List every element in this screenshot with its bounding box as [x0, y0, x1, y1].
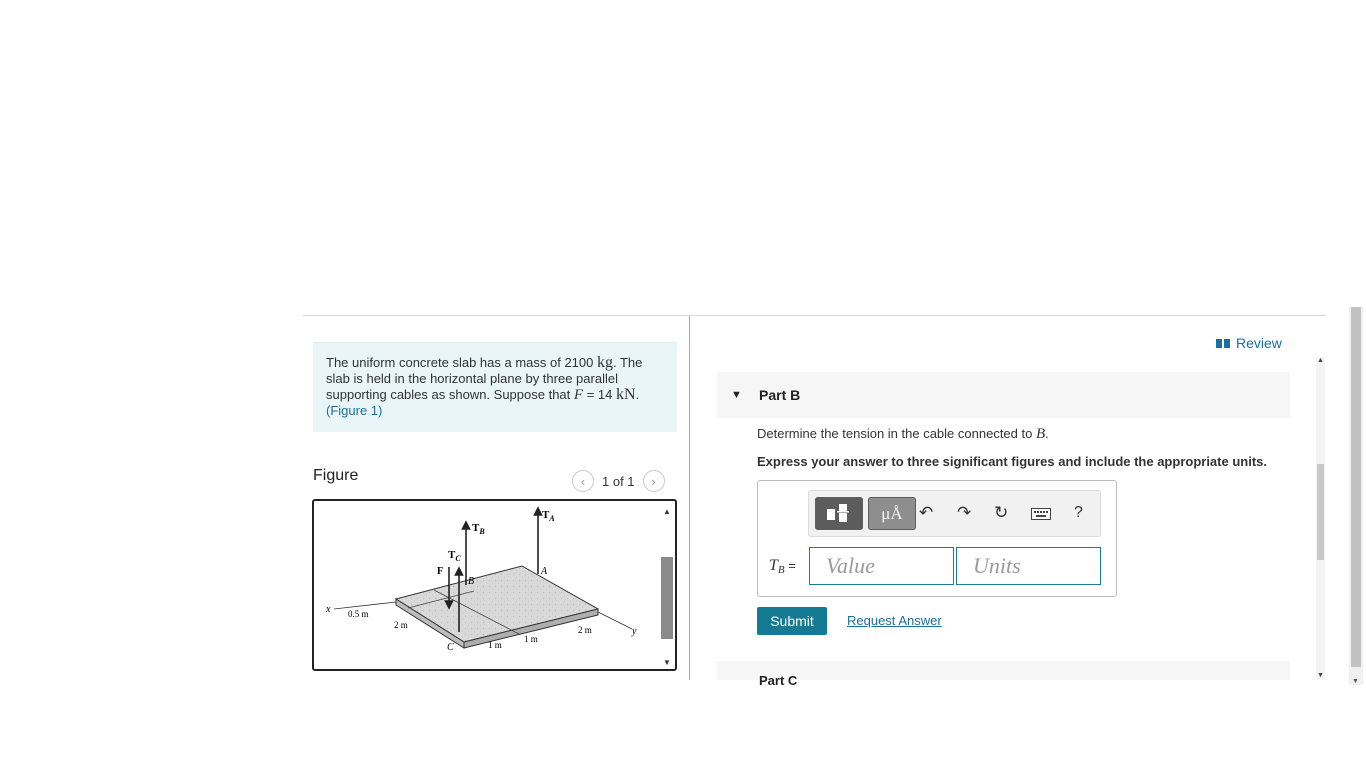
dim-1m-b: 1 m [524, 634, 538, 644]
force-unit: kN [616, 386, 636, 403]
scroll-up-icon[interactable]: ▲ [1317, 357, 1324, 364]
templates-icon[interactable] [815, 497, 863, 530]
figure-link[interactable]: (Figure 1) [326, 403, 383, 418]
figure-scroll-thumb[interactable] [661, 557, 673, 639]
problem-statement [313, 342, 677, 432]
figure-title: Figure [313, 467, 359, 484]
book-icon [1216, 338, 1230, 349]
help-icon[interactable]: ? [1074, 504, 1083, 521]
pager-text: 1 of 1 [602, 473, 635, 489]
part-c-header[interactable] [717, 661, 1290, 688]
pane-divider[interactable] [689, 316, 690, 680]
right-pane-scrollbar[interactable] [1316, 357, 1325, 679]
chevron-right-icon[interactable]: › [643, 470, 665, 492]
page-scroll-thumb[interactable] [1351, 307, 1361, 667]
slab-diagram [314, 501, 659, 669]
dim-05m: 0.5 m [348, 609, 369, 619]
dim-2m-right: 2 m [578, 625, 592, 635]
scroll-up-icon[interactable]: ▲ [663, 507, 671, 516]
f-label: F [437, 566, 444, 577]
question-text: Determine the tension in the cable connected to [757, 426, 1033, 441]
figure-scrollbar[interactable] [661, 503, 673, 667]
answer-label: $T_B$ = [769, 557, 796, 576]
problem-text-4: . [635, 387, 640, 402]
ta-label: $T_A$ [542, 509, 555, 523]
review-label: Review [1236, 335, 1282, 351]
dim-2m-left: 2 m [394, 620, 408, 630]
c-label: C [447, 642, 454, 653]
question-end: . [1045, 426, 1049, 441]
scroll-down-icon[interactable]: ▼ [1317, 672, 1324, 679]
problem-text: The uniform concrete slab has a mass of 2100 [326, 355, 594, 370]
x-axis-label: x [326, 604, 331, 615]
scroll-down-icon[interactable]: ▼ [663, 658, 671, 667]
y-axis-label: y [632, 626, 637, 637]
keyboard-icon[interactable] [1031, 505, 1051, 525]
part-b-header[interactable] [717, 372, 1290, 418]
part-b-instruction: Express your answer to three significant figures and include the appropriate units. [757, 454, 1267, 469]
chevron-left-icon[interactable]: ‹ [572, 470, 594, 492]
dim-1m-a: 1 m [488, 640, 502, 650]
problem-text-2: . The slab is held in the horizontal plane by three parallel supporting cables as shown. Suppose that [326, 355, 643, 402]
figure-panel [312, 499, 677, 671]
part-b-question [757, 426, 1049, 443]
part-c-title: Part C [759, 673, 798, 688]
tc-label: $T_C$ [448, 549, 461, 563]
force-symbol: F [573, 387, 584, 403]
units-input[interactable] [956, 547, 1101, 585]
a-label: A [541, 566, 548, 577]
b-label: B [468, 576, 475, 587]
undo-icon[interactable]: ↶ [919, 503, 934, 522]
right-pane-scroll-thumb[interactable] [1317, 464, 1324, 560]
submit-button[interactable]: Submit [757, 607, 827, 635]
value-input[interactable] [809, 547, 954, 585]
reset-icon[interactable]: ↻ [994, 503, 1009, 522]
page-scrollbar[interactable] [1349, 307, 1363, 685]
figure-pager [572, 469, 665, 493]
scroll-down-icon[interactable]: ▼ [1352, 678, 1359, 685]
problem-text-3: = 14 [586, 387, 613, 402]
question-symbol: B [1035, 426, 1046, 442]
math-toolbar [808, 490, 1101, 537]
mass-unit: kg [597, 354, 613, 371]
tb-label: $T_B$ [472, 522, 485, 536]
caret-down-icon[interactable]: ▼ [731, 389, 742, 401]
units-button[interactable]: μÅ [868, 497, 916, 530]
request-answer-link[interactable]: Request Answer [847, 613, 942, 628]
top-divider [303, 315, 1326, 316]
part-b-title: Part B [759, 387, 801, 403]
redo-icon[interactable]: ↷ [957, 503, 972, 522]
review-link[interactable] [1216, 335, 1282, 351]
